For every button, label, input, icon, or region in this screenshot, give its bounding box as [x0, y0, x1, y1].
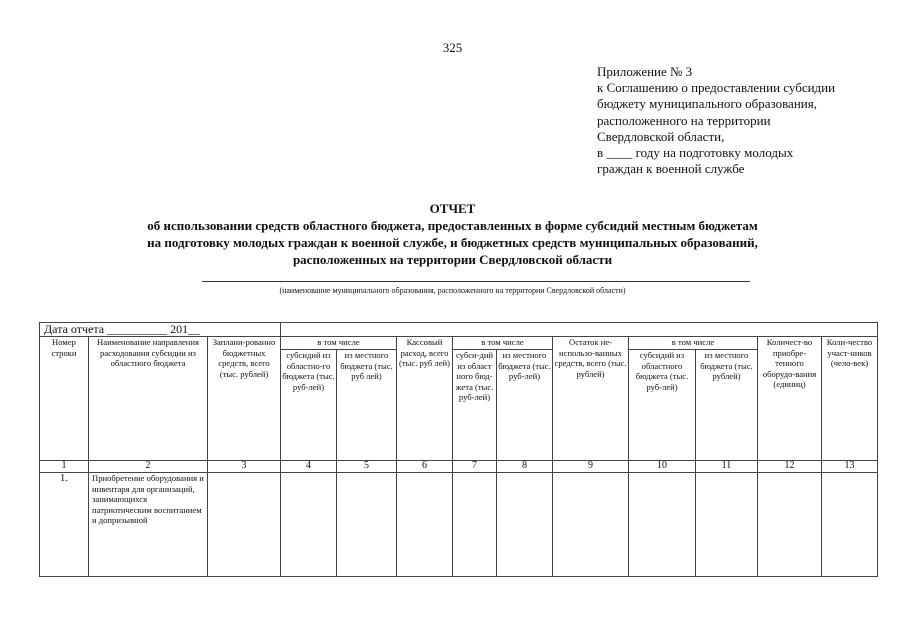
- col-header-direction: Наименование направления расходования субсидии из областного бюджета: [89, 337, 208, 461]
- col-header-equipment-qty: Количест-во приобре-тенного оборудо-вания (единиц): [758, 337, 822, 461]
- column-number: 10: [629, 461, 696, 473]
- table-cell[interactable]: [281, 473, 337, 577]
- col-header-subsidies-regional: субси-дий из област ного бюд-жета (тыс. руб-лей): [453, 350, 497, 461]
- table-cell[interactable]: [497, 473, 553, 577]
- row-direction-name: Приобретение оборудования и инвентаря для организаций, занимающихся патриотическим воспитанием и допризывной: [89, 473, 208, 577]
- column-number: 6: [397, 461, 453, 473]
- report-title-line: расположенных на территории Свердловской области: [292, 252, 613, 267]
- table-cell[interactable]: [337, 473, 397, 577]
- report-date-field[interactable]: Дата отчета __________ 201__: [40, 323, 281, 337]
- row-number: 1.: [40, 473, 89, 577]
- appendix-line: Приложение № 3: [597, 64, 693, 79]
- report-table: [39, 322, 878, 577]
- table-cell[interactable]: [629, 473, 696, 577]
- col-header-subsidies-regional: субсидий из областно-го бюджета (тыс. руб-лей): [281, 350, 337, 461]
- table-row: [40, 473, 878, 577]
- table-cell[interactable]: [553, 473, 629, 577]
- report-title-line: на подготовку молодых граждан к военной службе, и бюджетных средств муниципальных образований,: [147, 235, 758, 250]
- column-number: 11: [696, 461, 758, 473]
- table-cell[interactable]: [208, 473, 281, 577]
- appendix-line: бюджету муниципального образования,: [597, 96, 817, 112]
- table-cell[interactable]: [822, 473, 878, 577]
- table-cell[interactable]: [453, 473, 497, 577]
- col-header-including: в том числе: [453, 337, 553, 350]
- municipality-caption: (наименование муниципального образования, расположенного на территории Свердловской области): [279, 286, 626, 295]
- col-header-planned: Заплани-рованно бюджетных средств, всего (тыс. рублей): [208, 337, 281, 461]
- col-header-unused-balance: Остаток не-использо-ванных средств, всего (тыс. рублей): [553, 337, 629, 461]
- table-cell[interactable]: [397, 473, 453, 577]
- col-header-local-budget: из местного бюджета (тыс. руб-лей): [497, 350, 553, 461]
- column-number: 12: [758, 461, 822, 473]
- appendix-line: в ____ году на подготовку молодых: [597, 145, 794, 161]
- column-number: 1: [40, 461, 89, 473]
- column-number: 4: [281, 461, 337, 473]
- col-header-including: в том числе: [629, 337, 758, 350]
- appendix-line: Свердловской области,: [597, 128, 725, 144]
- appendix-block: [597, 64, 897, 177]
- column-number: 3: [208, 461, 281, 473]
- table-cell[interactable]: [696, 473, 758, 577]
- col-header-including: в том числе: [281, 337, 397, 350]
- report-heading: ОТЧЕТ: [429, 201, 476, 216]
- col-header-cash-expense: Кассовый расход, всего (тыс. руб лей): [397, 337, 453, 461]
- col-header-subsidies-regional: субсидий из областного бюджета (тыс. руб-лей): [629, 350, 696, 461]
- col-header-row-number: Номер строки: [40, 337, 89, 461]
- column-number: 5: [337, 461, 397, 473]
- col-header-local-budget: из местного бюджета (тыс. руб лей): [337, 350, 397, 461]
- column-number: 7: [453, 461, 497, 473]
- col-header-local-budget: из местного бюджета (тыс. рублей): [696, 350, 758, 461]
- column-number: 2: [89, 461, 208, 473]
- column-number: 9: [553, 461, 629, 473]
- column-number: 8: [497, 461, 553, 473]
- report-title: [0, 200, 905, 268]
- appendix-line: расположенного на территории: [597, 112, 771, 128]
- table-cell[interactable]: [758, 473, 822, 577]
- page-number: 325: [442, 40, 463, 55]
- report-title-line: об использовании средств областного бюджета, предоставленных в форме субсидий местным бюджетам: [147, 218, 758, 233]
- appendix-line: к Соглашению о предоставлении субсидии: [597, 80, 836, 96]
- column-number: 13: [822, 461, 878, 473]
- municipality-underline: [202, 281, 750, 282]
- appendix-line: граждан к военной службе: [597, 161, 745, 177]
- col-header-participants: Коли-чество участ-ников (чело-век): [822, 337, 878, 461]
